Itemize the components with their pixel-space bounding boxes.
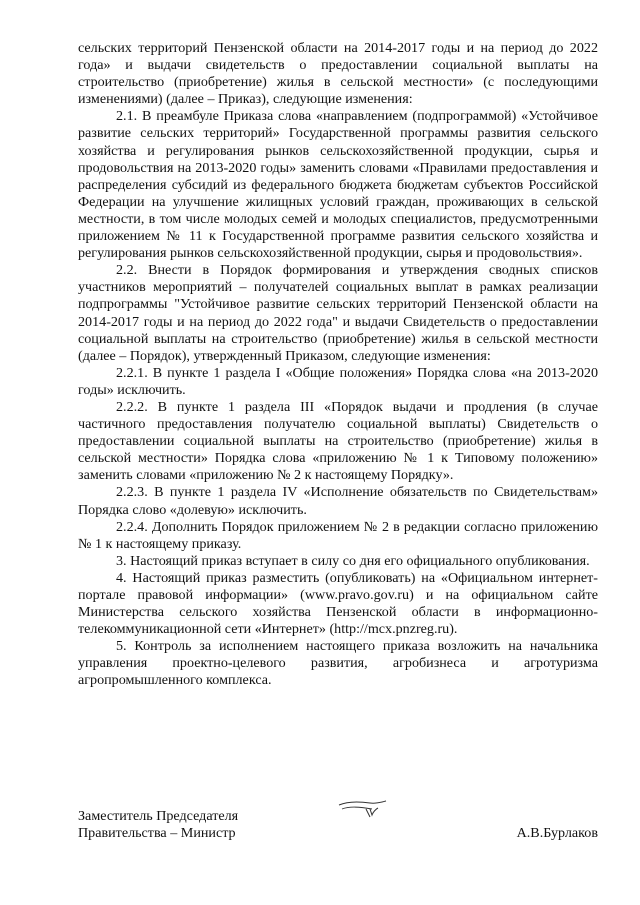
signatory-position-line2: Правительства – Министр (78, 825, 236, 842)
paragraph-5: 5. Контроль за исполнением настоящего приказа возложить на начальника управления проектно-целевого развития, агробизнеса и агротуризма агропромышленного комплекса. (78, 638, 598, 689)
signatory-name: А.В.Бурлаков (516, 825, 598, 842)
paragraph-2-2-3: 2.2.3. В пункте 1 раздела IV «Исполнение обязательств по Свидетельствам» Порядка слово «долевую» исключить. (78, 484, 598, 518)
signature-block (78, 808, 598, 842)
paragraph-3: 3. Настоящий приказ вступает в силу со дня его официального опубликования. (116, 552, 590, 569)
paragraph-2-2-1: 2.2.1. В пункте 1 раздела I «Общие положения» Порядка слова «на 2013-2020 годы» исключить. (78, 364, 598, 398)
paragraph-2-2: 2.2. Внести в Порядок формирования и утверждения сводных списков участников мероприятий – получателей социальных выплат в рамках реализации подпрограммы "Устойчивое развитие сельских территорий Пензенской области на 2014-2017 годы и на период до 2022 года" и выдачи Свидетельств о предоставлении социальной выплаты на строительство (приобретение) жилья в сельской местности (далее – Порядок), утвержденный Приказом, следующие изменения: (78, 262, 598, 364)
paragraph-2-1: 2.1. В преамбуле Приказа слова «направлением (подпрограммой) «Устойчивое развитие сельских территорий» Государственной программы развития сельского хозяйства и регулирования рынков сельскохозяйственной продукции, сырья и продовольствия на 2013-2020 годы» заменить словами «Правилами предоставления и распределения субсидий из федерального бюджета бюджетам субъектов Российской Федерации на улучшение жилищных условий граждан, проживающих в сельской местности, в том числе молодых семей и молодых специалистов, предусмотренными приложением № 11 к Государственной программе развития сельского хозяйства и регулирования рынков сельскохозяйственной продукции, сырья и продовольствия». (78, 108, 598, 262)
paragraph-2-2-2: 2.2.2. В пункте 1 раздела III «Порядок выдачи и продления (в случае частичного предоставления получателю социальной выплаты) Свидетельств о предоставлении социальной выплаты на строительство (приобретение) жилья в сельской местности» Порядка слова «приложению № 1 к Типовому положению» заменить словами «приложению № 2 к настоящему Порядку». (78, 398, 598, 484)
paragraph-2-2-4: 2.2.4. Дополнить Порядок приложением № 2 в редакции согласно приложению № 1 к настоящему приказу. (78, 518, 598, 552)
signatory-position-line1: Заместитель Председателя (78, 808, 239, 824)
paragraph-4: 4. Настоящий приказ разместить (опубликовать) на «Официальном интернет-портале правовой информации» (www.pravo.gov.ru) и на официальном сайте Министерства сельского хозяйства Пензенской области в информационно-телекоммуникационной сети «Интернет» (http://mcx.pnzreg.ru). (78, 569, 598, 638)
document-body (78, 40, 598, 690)
paragraph-intro-continuation: сельских территорий Пензенской области на 2014-2017 годы и на период до 2022 года» и выдачи свидетельств о предоставлении социальной выплаты на строительство (приобретение) жилья в сельской местности» (с последующими изменениями) (далее – Приказ), следующие изменения: (78, 40, 598, 108)
